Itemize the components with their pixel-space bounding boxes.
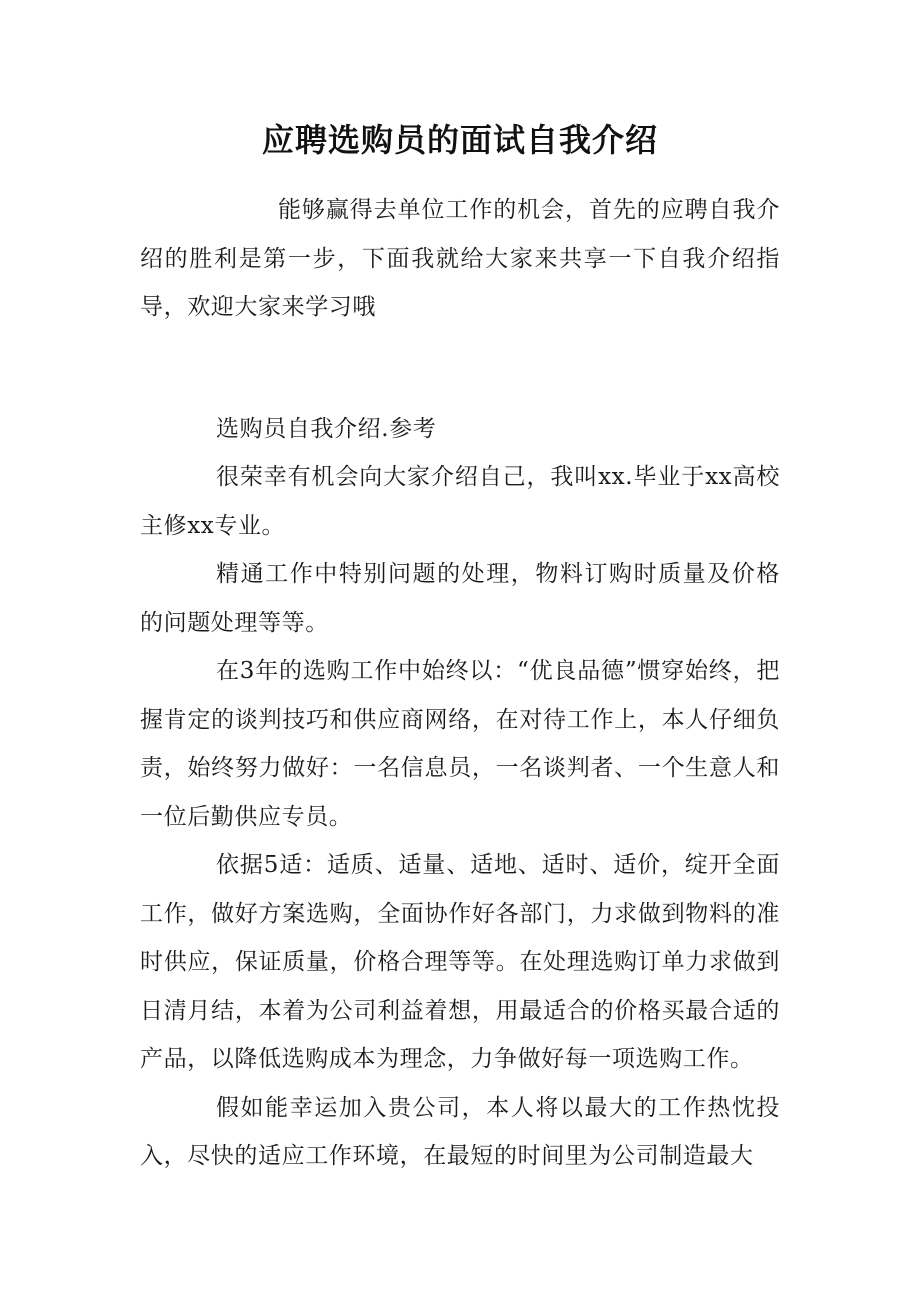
section-heading: 选购员自我介绍.参考 [216, 415, 437, 442]
body-paragraph: 在3年的选购工作中始终以：“优良品德”惯穿始终，把握肯定的谈判技巧和供应商网络，在对待工作上，本人仔细负责，始终努力做好：一名信息员，一名谈判者、一个生意人和一位后勤供应专员。 [140, 658, 780, 830]
document-title: 应聘选购员的面试自我介绍 [261, 121, 658, 159]
intro-paragraph: 能够赢得去单位工作的机会，首先的应聘自我介绍的胜利是第一步，下面我就给大家来共享一下自我介绍指导，欢迎大家来学习哦 [140, 197, 780, 320]
body-paragraph: 精通工作中特别问题的处理，物料订购时质量及价格的问题处理等等。 [140, 561, 780, 636]
document-body [140, 186, 780, 1181]
body-paragraph: 很荣幸有机会向大家介绍自己，我叫xx.毕业于xx高校主修xx专业。 [140, 464, 780, 539]
body-paragraph: 依据5适：适质、适量、适地、适时、适价，绽开全面工作，做好方案选购，全面协作好各部门，力求做到物料的准时供应，保证质量，价格合理等等。在处理选购订单力求做到日清月结，本着为公司利益着想，用最适合的价格买最合适的产品，以降低选购成本为理念，力争做好每一项选购工作。 [140, 852, 780, 1072]
paragraph-spacer [140, 332, 780, 405]
body-paragraph: 假如能幸运加入贵公司，本人将以最大的工作热忱投入，尽快的适应工作环境，在最短的时间里为公司制造最大 [140, 1094, 780, 1169]
